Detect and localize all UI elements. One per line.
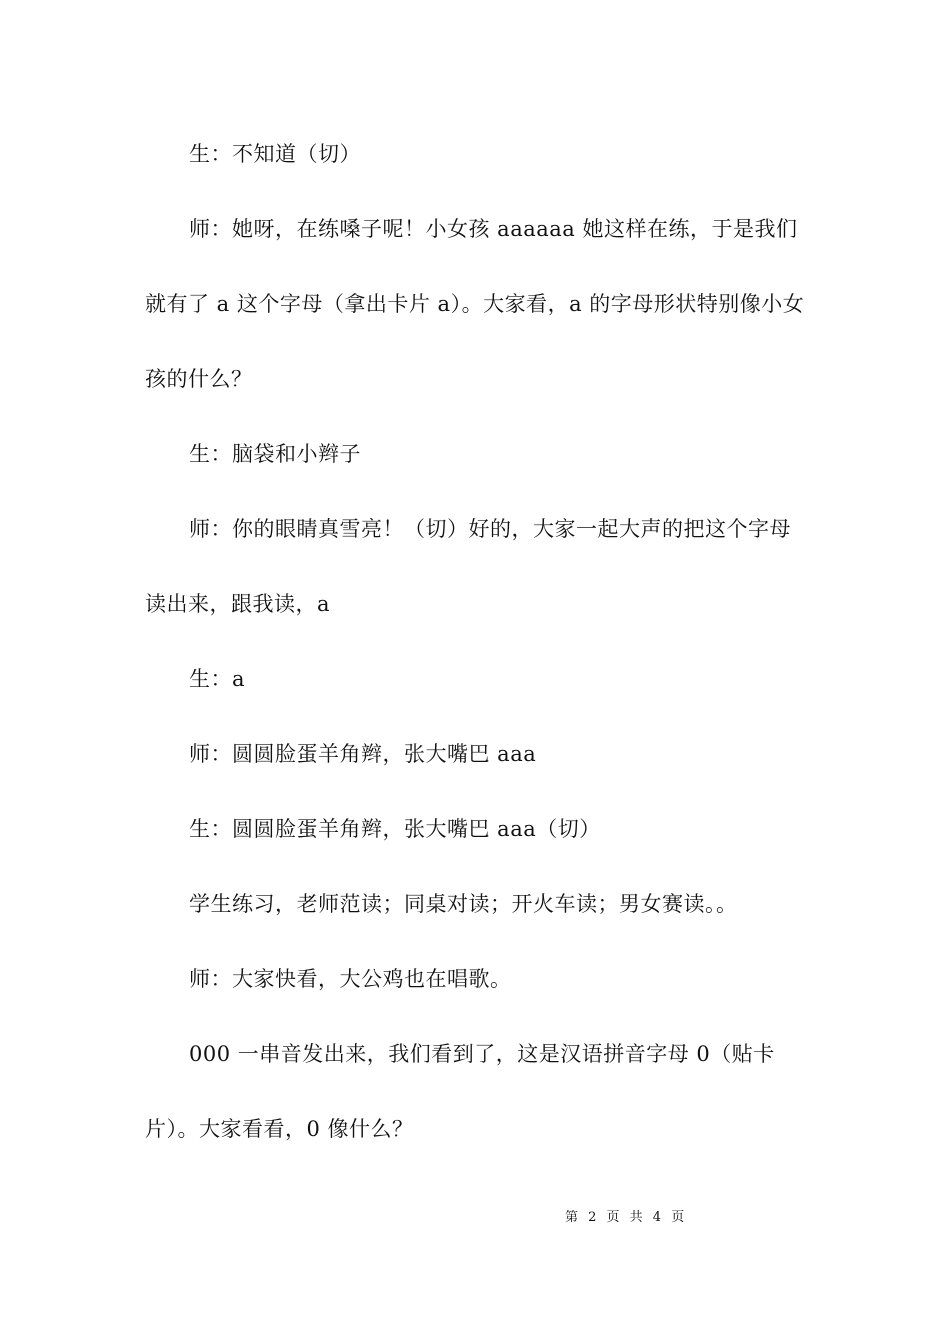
paragraph-teacher-rooster: 师：大家快看，大公鸡也在唱歌。: [189, 967, 512, 991]
paragraph-teacher-rhyme: 师：圆圆脸蛋羊角辫，张大嘴巴 aaa: [189, 742, 537, 766]
paragraph-student-dont-know: 生：不知道（切）: [189, 142, 361, 166]
paragraph-letter-o: 000 一串音发出来，我们看到了，这是汉语拼音字母 0（贴卡片）。大家看看，0 像什么？: [145, 1042, 775, 1141]
paragraph-practice-activities: 学生练习，老师范读；同桌对读；开火车读；男女赛读。。: [189, 892, 738, 916]
paragraph-student-rhyme: 生：圆圆脸蛋羊角辫，张大嘴巴 aaa（切）: [189, 817, 601, 841]
paragraph-student-head-braids: 生：脑袋和小辫子: [189, 442, 361, 466]
paragraph-teacher-practicing-voice: 师：她呀，在练嗓子呢！小女孩 aaaaaa 她这样在练，于是我们就有了 a 这个字母（拿出卡片 a）。大家看，a 的字母形状特别像小女孩的什么？: [145, 217, 805, 391]
paragraph-student-a: 生：a: [189, 667, 246, 691]
page-number-footer: 第 2 页 共 4 页: [565, 1210, 688, 1225]
paragraph-teacher-sharp-eyes: 师：你的眼睛真雪亮！（切）好的，大家一起大声的把这个字母读出来，跟我读，a: [145, 517, 791, 616]
